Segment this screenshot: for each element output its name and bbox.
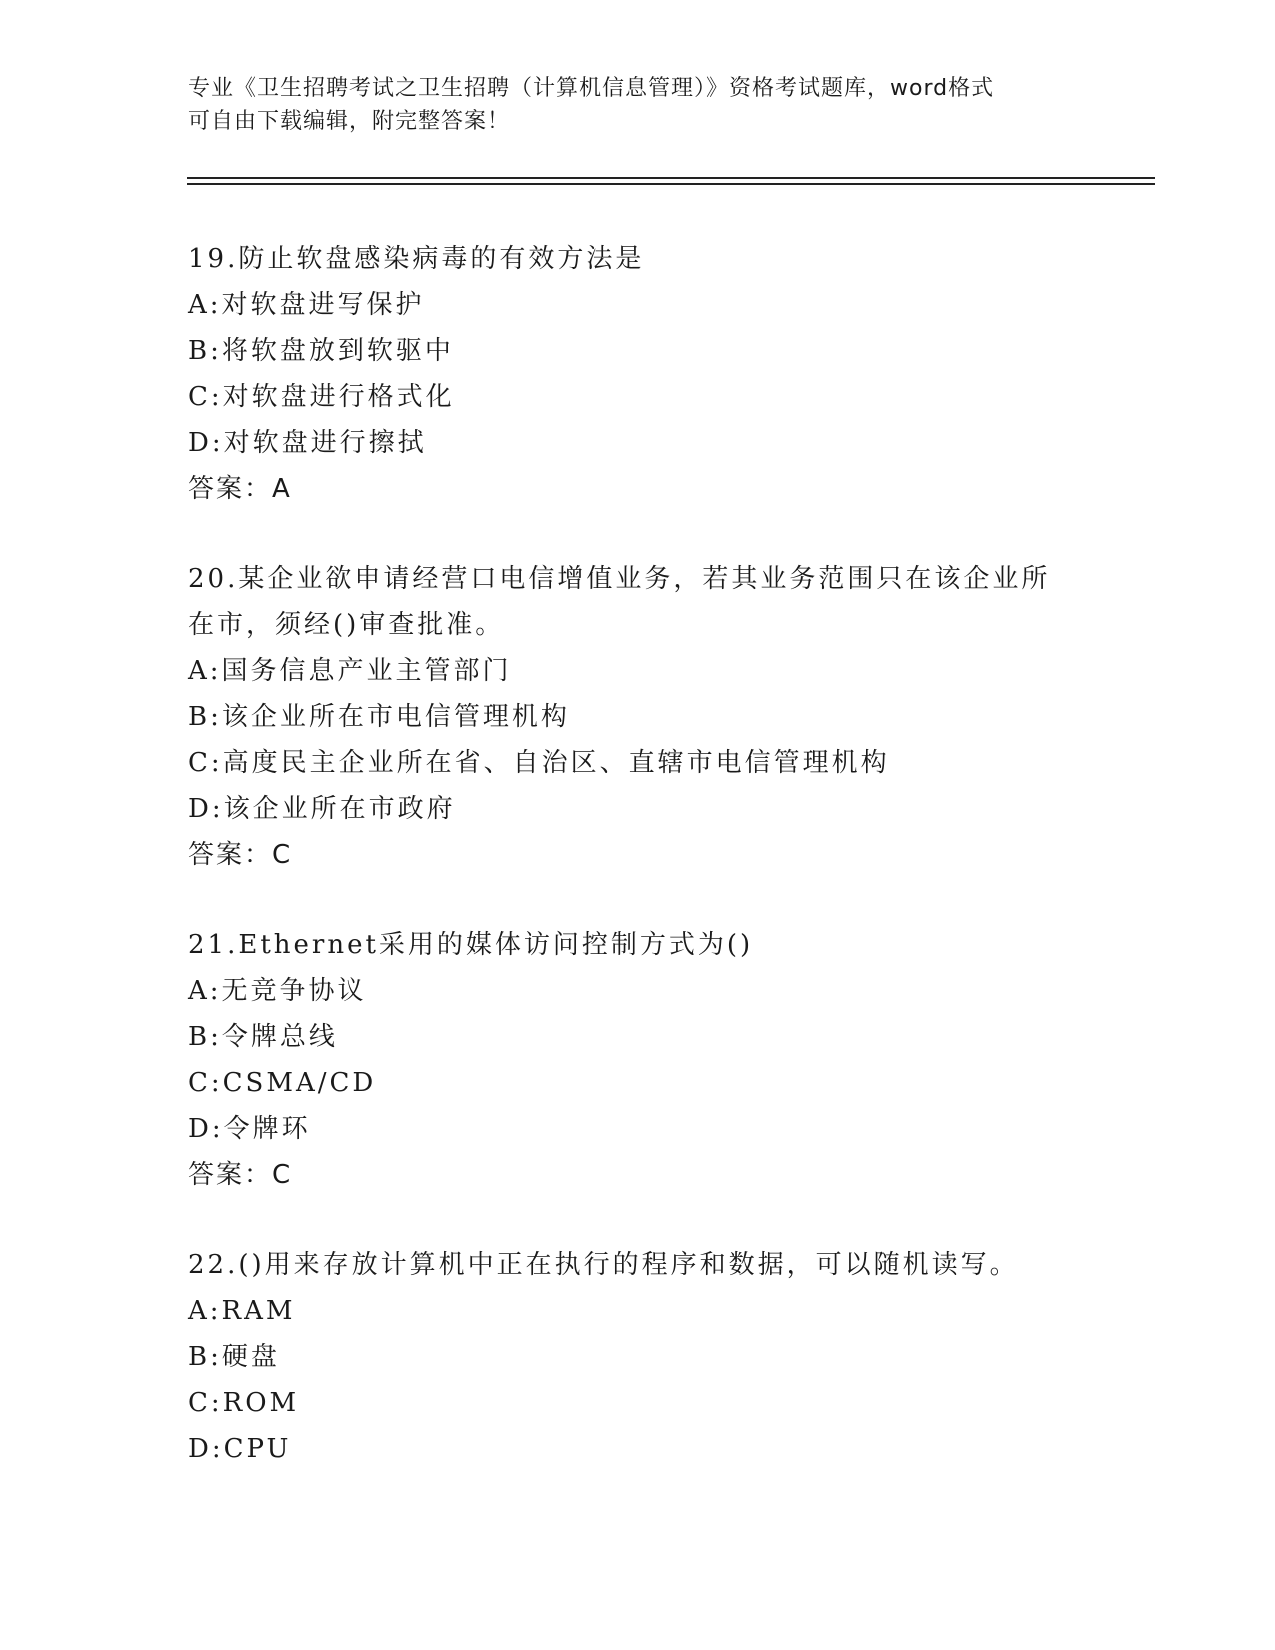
answer-label: 答案：C [188,1160,293,1190]
question-list [188,236,1088,1516]
question-stem: 21.Ethernet采用的媒体访问控制方式为() [188,930,754,960]
option-d: D:令牌环 [188,1114,311,1144]
option-a: A:无竞争协议 [188,976,367,1006]
question-22 [188,1242,1088,1472]
question-stem: 20.某企业欲申请经营口电信增值业务，若其业务范围只在该企业所在市，须经()审查批准。 [188,564,1051,640]
question-stem: 22.()用来存放计算机中正在执行的程序和数据，可以随机读写。 [188,1250,1019,1280]
header-line-2: 可自由下载编辑，附完整答案！ [188,109,511,134]
option-a: A:RAM [188,1296,296,1326]
option-c: C:高度民主企业所在省、自治区、直辖市电信管理机构 [188,748,890,778]
question-19 [188,236,1088,512]
document-header [188,72,1088,138]
option-c: C:CSMA/CD [188,1068,377,1098]
option-d: D:该企业所在市政府 [188,794,456,824]
header-line-1: 专业《卫生招聘考试之卫生招聘（计算机信息管理）》资格考试题库，word格式 [188,76,995,101]
question-21 [188,922,1088,1198]
option-a: A:国务信息产业主管部门 [188,656,512,686]
option-d: D:对软盘进行擦拭 [188,428,427,458]
answer-label: 答案：A [188,474,292,504]
option-c: C:对软盘进行格式化 [188,382,455,412]
question-20 [188,556,1088,878]
option-b: B:硬盘 [188,1342,280,1372]
option-c: C:ROM [188,1388,300,1418]
question-stem: 19.防止软盘感染病毒的有效方法是 [188,244,645,274]
answer-label: 答案：C [188,840,293,870]
option-b: B:将软盘放到软驱中 [188,336,454,366]
option-a: A:对软盘进写保护 [188,290,425,320]
header-divider-top [187,177,1155,179]
option-b: B:该企业所在市电信管理机构 [188,702,570,732]
header-divider-bottom [187,183,1155,185]
option-d: D:CPU [188,1434,292,1464]
option-b: B:令牌总线 [188,1022,338,1052]
